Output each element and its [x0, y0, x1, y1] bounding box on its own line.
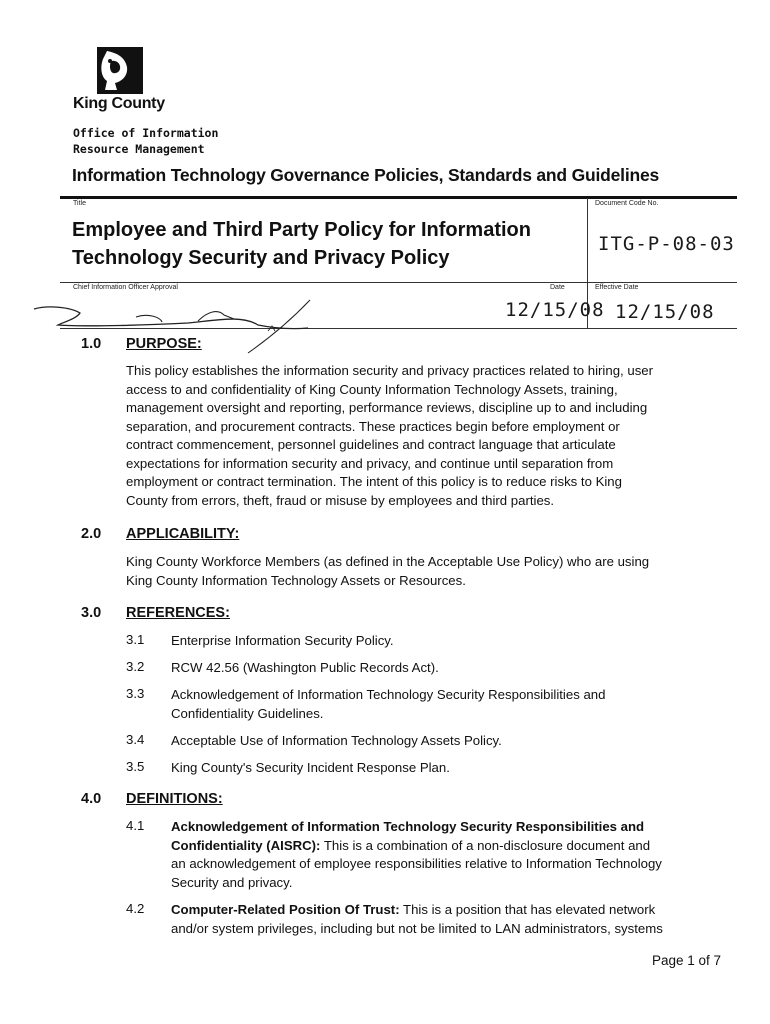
- approval-date-value: 12/15/08: [505, 299, 605, 321]
- definition-term: Computer-Related Position Of Trust:: [171, 902, 400, 917]
- org-name: King County: [73, 95, 165, 112]
- purpose-line: employment or contract termination. The intent of this policy is to reduce risks to King: [126, 474, 622, 489]
- definition-line: [171, 901, 671, 920]
- governance-title: Information Technology Governance Policies, Standards and Guidelines: [72, 165, 660, 185]
- definition-text: [171, 818, 671, 892]
- reference-number: 3.4: [126, 732, 145, 747]
- applicability-number: 2.0: [81, 526, 102, 542]
- document-title-line-2: Technology Security and Privacy Policy: [72, 247, 450, 269]
- purpose-line: access to and confidentiality of King County Information Technology Assets, training,: [126, 381, 618, 397]
- reference-text: Enterprise Information Security Policy.: [171, 633, 394, 648]
- office-line-2: Resource Management: [73, 142, 205, 156]
- office-name: [73, 125, 218, 157]
- form-divider-middle: [60, 282, 737, 283]
- definition-body: This is a position that has elevated network: [399, 902, 656, 917]
- header-rule: [60, 196, 737, 199]
- definitions-heading: DEFINITIONS:: [126, 791, 223, 807]
- reference-text: [171, 686, 671, 723]
- reference-text-line: Confidentiality Guidelines.: [171, 705, 324, 721]
- reference-number: 3.2: [126, 659, 145, 674]
- document-title: [72, 216, 572, 272]
- purpose-line: separation, and procurement contracts. These practices begin before employment or: [126, 418, 620, 434]
- definition-term: Confidentiality (AISRC):: [171, 837, 321, 853]
- king-county-logo: [97, 47, 143, 94]
- office-line-1: Office of Information: [73, 126, 219, 140]
- references-heading: REFERENCES:: [126, 605, 230, 621]
- definition-line: Security and privacy.: [171, 874, 293, 890]
- doc-code-value: ITG-P-08-03: [598, 233, 735, 255]
- reference-text-line: Acknowledgement of Information Technology Security Responsibilities and: [171, 687, 606, 702]
- reference-text: King County's Security Incident Response Plan.: [171, 760, 450, 775]
- cio-approval-label: Chief Information Officer Approval: [73, 284, 178, 291]
- definition-line: an acknowledgement of employee responsibilities relative to Information Technology: [171, 856, 662, 871]
- purpose-line: contract commencement, personnel guidelines and contract language that articulate: [126, 437, 616, 452]
- references-number: 3.0: [81, 605, 102, 621]
- definition-number: 4.2: [126, 901, 145, 916]
- applicability-paragraph: [126, 553, 686, 590]
- purpose-number: 1.0: [81, 336, 102, 352]
- purpose-line: County from errors, theft, fraud or misuse by employees and third parties.: [126, 492, 555, 508]
- purpose-paragraph: [126, 362, 686, 510]
- effective-date-value: 12/15/08: [615, 301, 715, 323]
- purpose-line: expectations for information security and privacy, and continue until separation from: [126, 455, 614, 471]
- purpose-heading: PURPOSE:: [126, 336, 202, 352]
- doc-code-label: Document Code No.: [595, 200, 659, 207]
- reference-number: 3.3: [126, 686, 145, 701]
- reference-number: 3.1: [126, 632, 145, 647]
- title-label: Title: [73, 200, 86, 207]
- definitions-number: 4.0: [81, 791, 102, 807]
- page-number: Page 1 of 7: [652, 953, 722, 968]
- reference-number: 3.5: [126, 759, 145, 774]
- applicability-heading: APPLICABILITY:: [126, 526, 240, 542]
- purpose-line: management oversight and reporting, performance reviews, discipline up to and including: [126, 400, 648, 415]
- applicability-line: King County Workforce Members (as defined in the Acceptable Use Policy) who are using: [126, 554, 650, 569]
- reference-text: RCW 42.56 (Washington Public Records Act).: [171, 660, 439, 675]
- definition-line: [171, 837, 671, 856]
- reference-text: Acceptable Use of Information Technology Assets Policy.: [171, 733, 502, 748]
- document-title-line-1: Employee and Third Party Policy for Information: [72, 219, 531, 241]
- definition-line: and/or system privileges, including but not be limited to LAN administrators, systems: [171, 920, 663, 936]
- definition-term: Acknowledgement of Information Technology Security Responsibilities and: [171, 819, 645, 834]
- purpose-line: This policy establishes the information security and privacy practices related to hiring, user: [126, 363, 654, 378]
- date-label: Date: [550, 284, 565, 291]
- definition-text: [171, 901, 671, 938]
- applicability-line: King County Information Technology Assets or Resources.: [126, 572, 466, 588]
- definition-number: 4.1: [126, 818, 145, 833]
- definition-body: This is a combination of a non-disclosure document and: [320, 837, 651, 853]
- effective-date-label: Effective Date: [595, 284, 639, 291]
